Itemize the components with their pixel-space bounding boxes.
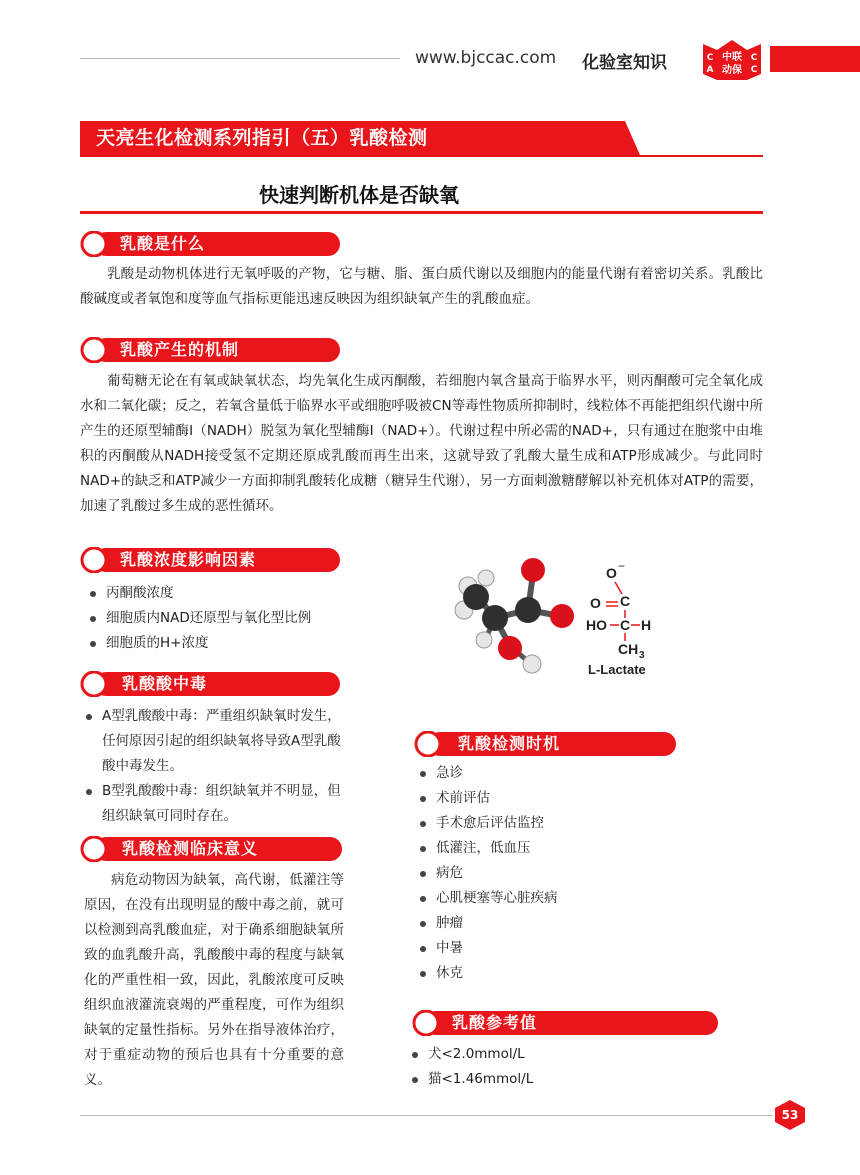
list-item: 肿瘤 <box>418 911 698 936</box>
formula-c-mid: C <box>620 617 631 633</box>
formula-ch3: CH <box>618 641 639 657</box>
header-rule <box>80 58 400 59</box>
section-header-mechanism <box>80 337 340 363</box>
formula-ho: HO <box>586 617 607 633</box>
timing-list <box>418 761 698 986</box>
list-item: 猫<1.46mmol/L <box>410 1067 690 1092</box>
list-item: 细胞质内NAD还原型与氧化型比例 <box>88 606 378 631</box>
list-item: 急诊 <box>418 761 698 786</box>
list-item: 中暑 <box>418 936 698 961</box>
list-item: B型乳酸酸中毒：组织缺氧并不明显，但组织缺氧可同时存在。 <box>84 779 346 829</box>
list-item: 术前评估 <box>418 786 698 811</box>
logo-letter-c1: C <box>706 53 714 63</box>
list-item: A型乳酸酸中毒：严重组织缺氧时发生，任何原因引起的组织缺氧将导致A型乳酸酸中毒发生。 <box>84 704 346 779</box>
logo-letter-c3: C <box>750 65 758 75</box>
logo-letter-a: A <box>706 65 714 75</box>
header-accent-bar <box>770 46 860 72</box>
section-heading: 乳酸检测时机 <box>458 734 561 753</box>
poisoning-list <box>84 704 346 829</box>
figure-caption: L-Lactate <box>588 662 646 677</box>
section-heading: 乳酸浓度影响因素 <box>120 550 257 569</box>
page-subtitle: 快速判断机体是否缺氧 <box>259 183 459 207</box>
section-header-timing <box>414 731 676 757</box>
footer-rule <box>80 1115 773 1116</box>
factors-list <box>88 581 378 656</box>
section-header-what <box>80 231 340 257</box>
section-body-mechanism: 葡萄糖无论在有氧或缺氧状态，均先氧化生成丙酮酸，若细胞内氧含量高于临界水平，则丙酮酸可完全氧化成水和二氧化碳；反之，若氧含量低于临界水平或细胞呼吸被CN等毒性物质所抑制时，线粒体不再能把组织代谢中所产生的还原型辅酶Ⅰ（NADH）脱氢为氧化型辅酶Ⅰ（NAD+）。代谢过程中所必需的NAD+，只有通过在胞浆中由堆积的丙酮酸从NADH接受氢不定期还原成乳酸而再生出来，这就导致了乳酸大量生成和ATP形成减少。与此同时NAD+的缺乏和ATP减少一方面抑制乳酸转化成糖（糖异生代谢），另一方面刺激糖酵解以补充机体对ATP的需要，加速了乳酸过多生成的恶性循环。 <box>80 373 763 514</box>
lactate-molecule-figure <box>440 548 690 683</box>
page-number: 53 <box>781 1108 799 1122</box>
brand-logo <box>703 40 761 80</box>
section-body-clinical: 病危动物因为缺氧，高代谢，低灌注等原因，在没有出现明显的酸中毒之前，就可以检测到高乳酸血症，对于确系细胞缺氧所致的血乳酸升高，乳酸酸中毒的程度与缺氧化的严重性相一致，因此，乳酸浓度可反映组织血液灌流衰竭的严重程度，可作为组织缺氧的定量性指标。另外在指导液体治疗，对于重症动物的预后也具有十分重要的意义。 <box>84 872 344 1088</box>
subtitle-rule <box>80 211 763 214</box>
logo-text-2: 动保 <box>722 65 742 76</box>
reference-list <box>410 1042 690 1092</box>
logo-text-1: 中联 <box>722 52 742 63</box>
list-item: 丙酮酸浓度 <box>88 581 378 606</box>
logo-letter-c2: C <box>750 53 758 63</box>
section-header-poisoning <box>80 671 340 697</box>
formula-o-minus: O <box>606 565 617 581</box>
section-body-what: 乳酸是动物机体进行无氧呼吸的产物，它与糖、脂、蛋白质代谢以及细胞内的能量代谢有着密切关系。乳酸比酸碱度或者氧饱和度等血气指标更能迅速反映因为组织缺氧产生的乳酸血症。 <box>80 266 763 307</box>
formula-ch3-subscript: 3 <box>639 650 645 661</box>
list-item: 低灌注，低血压 <box>418 836 698 861</box>
section-heading: 乳酸检测临床意义 <box>122 839 259 858</box>
formula-c-top: C <box>620 593 631 609</box>
list-item: 犬<2.0mmol/L <box>410 1042 690 1067</box>
section-header-reference <box>410 1010 718 1036</box>
section-heading: 乳酸酸中毒 <box>122 674 208 693</box>
section-heading: 乳酸是什么 <box>120 234 206 253</box>
section-heading: 乳酸产生的机制 <box>120 340 240 359</box>
section-header-factors <box>80 547 340 573</box>
section-heading: 乳酸参考值 <box>452 1013 538 1032</box>
category-label: 化验室知识 <box>582 53 667 73</box>
list-item: 手术愈后评估监控 <box>418 811 698 836</box>
page-title: 天亮生化检测系列指引（五）乳酸检测 <box>96 127 428 149</box>
page-number-badge <box>775 1100 805 1130</box>
list-item: 病危 <box>418 861 698 886</box>
list-item: 心肌梗塞等心脏疾病 <box>418 886 698 911</box>
formula-o-top: O <box>590 595 601 611</box>
section-header-clinical <box>80 836 342 862</box>
title-rule <box>80 155 763 157</box>
formula-minus: − <box>618 559 626 573</box>
list-item: 休克 <box>418 961 698 986</box>
website-url[interactable]: www.bjccac.com <box>415 48 557 68</box>
formula-h: H <box>641 617 652 633</box>
list-item: 细胞质的H+浓度 <box>88 631 378 656</box>
